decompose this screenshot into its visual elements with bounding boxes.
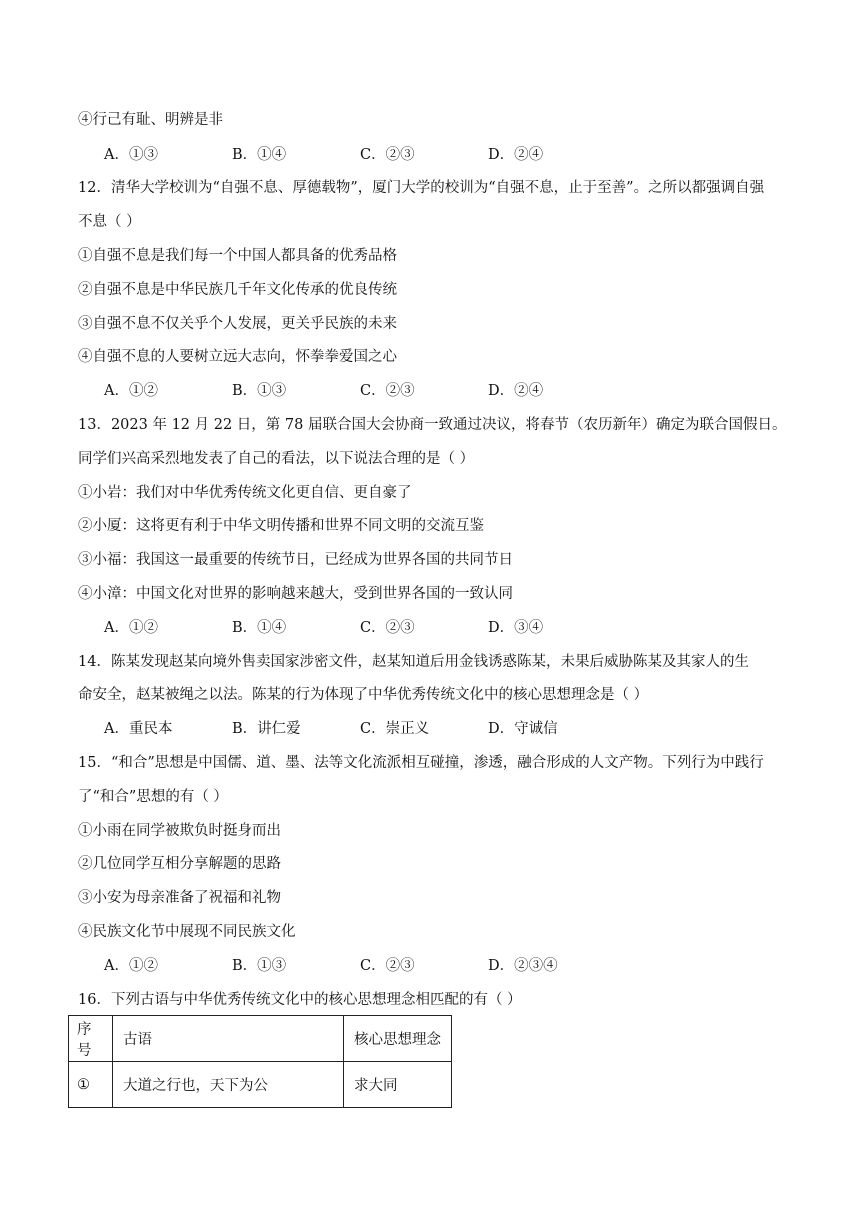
table-header-cell: 序号 (69, 1016, 113, 1062)
question-line: ③自强不息不仅关乎个人发展，更关乎民族的未来 (78, 316, 397, 332)
answer-option[interactable]: B．讲仁爱 (232, 721, 301, 737)
answer-option[interactable]: C．②③ (360, 958, 415, 974)
question-line: ②自强不息是中华民族几千年文化传承的优良传统 (78, 282, 397, 298)
question-line: ④行己有耻、明辨是非 (78, 112, 223, 128)
answer-option[interactable]: A．①③ (104, 147, 158, 163)
table-row (69, 1062, 452, 1108)
answer-option[interactable]: A．①② (104, 383, 158, 399)
answer-option[interactable]: D．②④ (488, 383, 544, 399)
question-line: ①小岩：我们对中华优秀传统文化更自信、更自豪了 (78, 485, 412, 501)
match-table (68, 1015, 452, 1108)
table-cell: 求大同 (344, 1062, 452, 1108)
answer-option[interactable]: D．守诚信 (488, 721, 558, 737)
answer-option[interactable]: B．①③ (232, 383, 287, 399)
answer-option[interactable]: A．①② (104, 958, 158, 974)
question-line: ④自强不息的人要树立远大志向，怀拳拳爱国之心 (78, 349, 397, 365)
question-line: 15．“和合”思想是中国儒、道、墨、法等文化流派相互碰撞，渗透，融合形成的人文产物。下列行为中践行 (78, 755, 764, 771)
question-line: ③小安为母亲准备了祝福和礼物 (78, 890, 281, 906)
question-line: 了“和合”思想的有（ ） (78, 789, 228, 805)
answer-option[interactable]: B．①④ (232, 620, 287, 636)
question-line: ①小雨在同学被欺负时挺身而出 (78, 823, 281, 839)
answer-option[interactable]: D．②③④ (488, 958, 558, 974)
question-line: 16．下列古语与中华优秀传统文化中的核心思想理念相匹配的有（ ） (78, 992, 522, 1008)
question-line: ②小厦：这将更有利于中华文明传播和世界不同文明的交流互鉴 (78, 518, 484, 534)
answer-option[interactable]: D．②④ (488, 147, 544, 163)
question-line: ①自强不息是我们每一个中国人都具备的优秀品格 (78, 248, 397, 264)
answer-option[interactable]: C．②③ (360, 147, 415, 163)
question-line: ④小漳：中国文化对世界的影响越来越大，受到世界各国的一致认同 (78, 586, 513, 602)
question-line: 12．清华大学校训为“自强不息、厚德载物”，厦门大学的校训为“自强不息，止于至善”。之所以都强调自强 (78, 180, 765, 196)
question-line: ④民族文化节中展现不同民族文化 (78, 924, 296, 940)
question-line: ③小福：我国这一最重要的传统节日，已经成为世界各国的共同节日 (78, 552, 513, 568)
question-line: 13．2023 年 12 月 22 日，第 78 届联合国大会协商一致通过决议，将春节（农历新年）确定为联合国假日。 (78, 417, 787, 433)
question-line: 同学们兴高采烈地发表了自己的看法，以下说法合理的是（ ） (78, 451, 475, 467)
answer-option[interactable]: D．③④ (488, 620, 544, 636)
question-line: 14．陈某发现赵某向境外售卖国家涉密文件，赵某知道后用金钱诱惑陈某，未果后威胁陈某及其家人的生 (78, 654, 749, 670)
table-header-cell: 古语 (113, 1016, 344, 1062)
answer-option[interactable]: C．②③ (360, 620, 415, 636)
question-line: 不息（ ） (78, 214, 141, 230)
answer-option[interactable]: A．重民本 (104, 721, 173, 737)
answer-option[interactable]: B．①④ (232, 147, 287, 163)
table-header-cell: 核心思想理念 (344, 1016, 452, 1062)
table-header-row (69, 1016, 452, 1062)
answer-option[interactable]: A．①② (104, 620, 158, 636)
question-line: 命安全，赵某被绳之以法。陈某的行为体现了中华优秀传统文化中的核心思想理念是（ ） (78, 687, 649, 703)
question-line: ②几位同学互相分享解题的思路 (78, 856, 281, 872)
table-cell: 大道之行也，天下为公 (113, 1062, 344, 1108)
answer-option[interactable]: C．崇正义 (360, 721, 430, 737)
answer-option[interactable]: C．②③ (360, 383, 415, 399)
answer-option[interactable]: B．①③ (232, 958, 287, 974)
table-cell: ① (69, 1062, 113, 1108)
